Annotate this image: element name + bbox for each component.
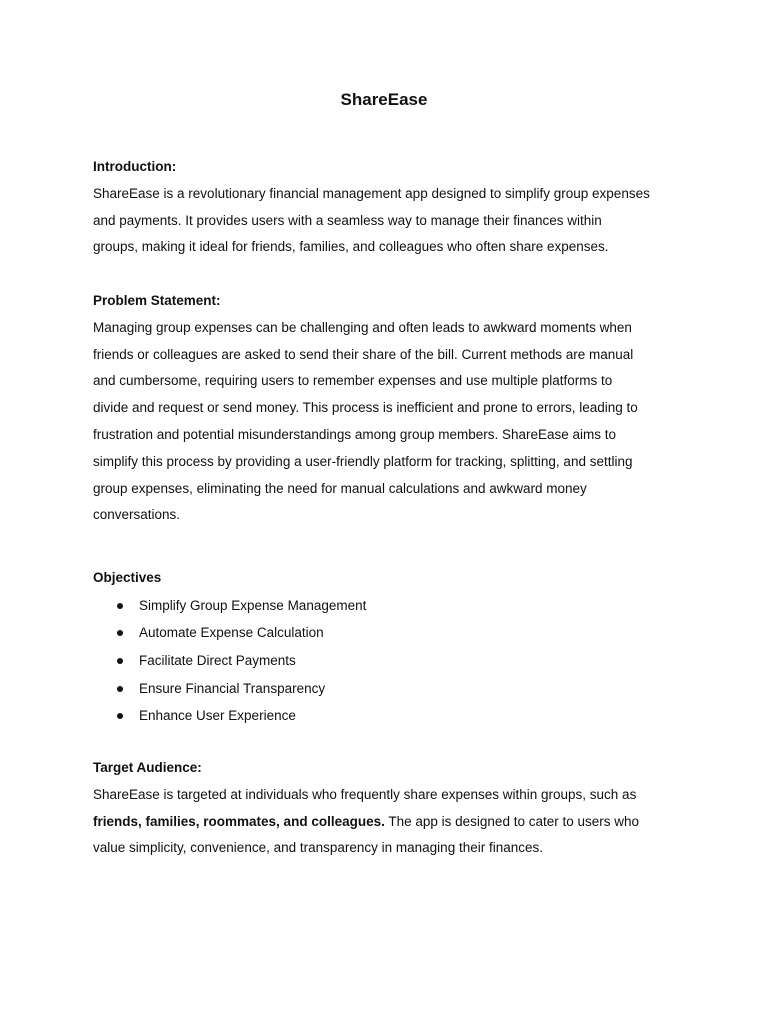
problem-statement-line: conversations. xyxy=(93,507,181,523)
document-page xyxy=(93,0,683,1024)
introduction-paragraph xyxy=(93,181,683,261)
problem-statement-paragraph xyxy=(93,315,683,529)
problem-statement-line: and cumbersome, requiring users to remember expenses and use multiple platforms to xyxy=(93,373,613,389)
bullet-icon xyxy=(117,603,123,609)
problem-statement-line: group expenses, eliminating the need for manual calculations and awkward money xyxy=(93,480,587,496)
target-audience-paragraph xyxy=(93,782,683,862)
target-audience-emphasis: friends, families, roommates, and colleagues. xyxy=(93,813,385,829)
document-title: ShareEase xyxy=(340,90,428,109)
objective-text: Simplify Group Expense Management xyxy=(139,597,367,613)
objectives-list xyxy=(93,592,683,730)
introduction-line: groups, making it ideal for friends, families, and colleagues who often share expenses. xyxy=(93,239,609,255)
objective-item xyxy=(93,592,683,620)
objective-item xyxy=(93,675,683,703)
introduction-line: ShareEase is a revolutionary financial management app designed to simplify group expenses xyxy=(93,185,650,201)
problem-statement-line: divide and request or send money. This process is inefficient and prone to errors, leading to xyxy=(93,400,638,416)
objective-text: Ensure Financial Transparency xyxy=(139,680,326,696)
objective-text: Enhance User Experience xyxy=(139,708,296,724)
problem-statement-section xyxy=(93,288,683,529)
problem-statement-line: simplify this process by providing a user-friendly platform for tracking, splitting, and settling xyxy=(93,453,633,469)
objective-text: Automate Expense Calculation xyxy=(139,625,324,641)
target-audience-line xyxy=(93,809,683,836)
bullet-icon xyxy=(117,686,123,692)
bullet-icon xyxy=(117,713,123,719)
bullet-icon xyxy=(117,658,123,664)
introduction-section xyxy=(93,154,683,261)
target-audience-line: value simplicity, convenience, and transparency in managing their finances. xyxy=(93,840,543,856)
target-audience-line: ShareEase is targeted at individuals who frequently share expenses within groups, such as xyxy=(93,786,637,802)
objective-item xyxy=(93,647,683,675)
objectives-section xyxy=(93,565,683,730)
target-audience-section xyxy=(93,755,683,862)
objective-item xyxy=(93,619,683,647)
introduction-line: and payments. It provides users with a seamless way to manage their finances within xyxy=(93,212,602,228)
problem-statement-line: Managing group expenses can be challenging and often leads to awkward moments when xyxy=(93,319,632,335)
objective-item xyxy=(93,702,683,730)
problem-statement-line: friends or colleagues are asked to send their share of the bill. Current methods are manual xyxy=(93,346,634,362)
target-audience-heading: Target Audience: xyxy=(93,760,202,775)
problem-statement-heading: Problem Statement: xyxy=(93,293,221,308)
objectives-heading: Objectives xyxy=(93,570,162,585)
bullet-icon xyxy=(117,630,123,636)
objective-text: Facilitate Direct Payments xyxy=(139,652,296,668)
introduction-heading: Introduction: xyxy=(93,159,177,174)
problem-statement-line: frustration and potential misunderstandings among group members. ShareEase aims to xyxy=(93,426,617,442)
target-audience-text: The app is designed to cater to users who xyxy=(384,813,640,829)
